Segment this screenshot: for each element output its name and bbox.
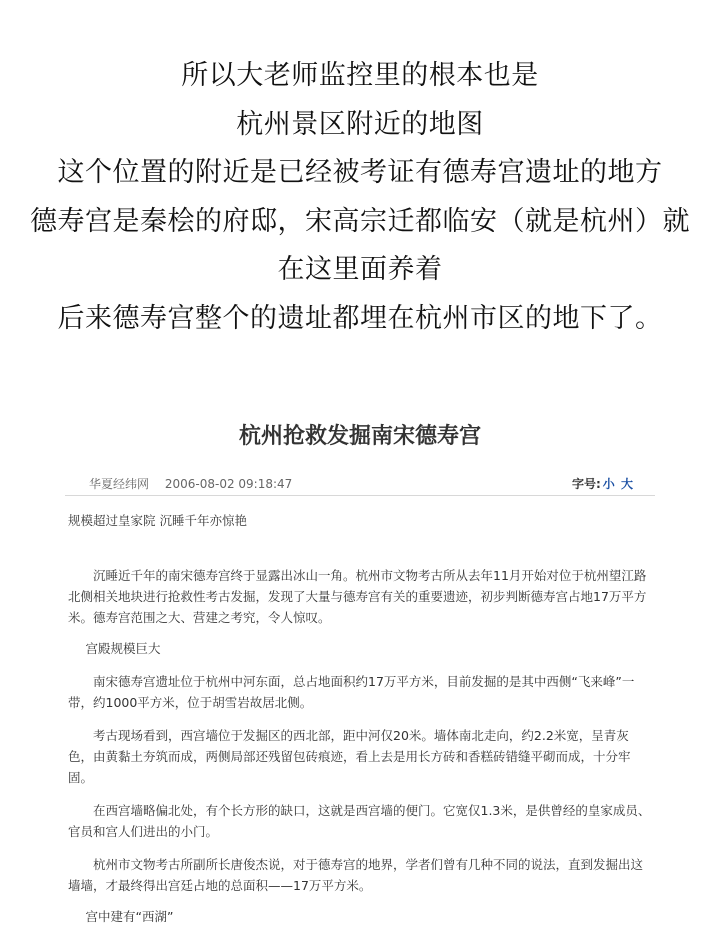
caption-line: 所以大老师监控里的根本也是 — [181, 60, 539, 91]
caption-line: 这个位置的附近是已经被考证有德寿宫遗址的地方 — [57, 157, 663, 188]
article-paragraph: 在西宫墙略偏北处，有个长方形的缺口，这就是西宫墙的便门。它宽仅1.3米，是供曾经的皇家成员、官员和宫人们进出的小门。 — [68, 803, 651, 839]
article-headline: 杭州抢救发掘南宋德寿宫 — [238, 423, 481, 449]
font-size-control — [572, 475, 633, 492]
article-paragraph: 南宋德寿宫遗址位于杭州中河东面，总占地面积约17万平方米，目前发掘的是其中西侧“飞来峰”一带，约1000平方米，位于胡雪岩故居北侧。 — [68, 674, 635, 710]
caption-line: 后来德寿宫整个的遗址都埋在杭州市区的地下了。 — [57, 302, 663, 334]
font-large-link[interactable]: 大 — [620, 477, 633, 491]
article-meta — [65, 467, 655, 496]
article-subheading: 宫中建有“西湖” — [85, 909, 174, 924]
caption-line: 杭州景区附近的地图 — [236, 108, 484, 140]
article-datetime: 2006-08-02 09:18:47 — [164, 477, 293, 491]
font-small-link[interactable]: 小 — [602, 477, 615, 491]
caption-block — [0, 52, 720, 343]
article-paragraph: 杭州市文物考古所副所长唐俊杰说，对于德寿宫的地界，学者们曾有几种不同的说法，直到发掘出这墙墙，才最终得出宫廷占地的总面积——17万平方米。 — [68, 857, 644, 893]
article-body — [0, 510, 720, 927]
caption-line: 德寿宫是秦桧的府邸，宋高宗迁都临安（就是杭州）就 — [30, 205, 690, 237]
article-paragraph: 考古现场看到，西宫墙位于发掘区的西北部，距中河仅20米。墙体南北走向，约2.2米宽，呈青灰色，由黄黏土夯筑而成，两侧局部还残留包砖痕迹，看上去是用长方砖和香糕砖错缝平砌而成，十分牢固。 — [68, 728, 631, 785]
article-source: 华夏经纬网 — [89, 477, 150, 491]
caption-line: 在这里面养着 — [277, 254, 443, 285]
meta-left — [89, 475, 304, 492]
font-size-label: 字号: — [571, 477, 601, 491]
article-subheading: 宫殿规模巨大 — [85, 641, 161, 656]
article-paragraph: 沉睡近千年的南宋德寿宫终于显露出冰山一角。杭州市文物考古所从去年11月开始对位于杭州望江路北侧相关地块进行抢救性考古发掘，发现了大量与德寿宫有关的重要遗迹，初步判断德寿宫占地17万平方米。德寿宫范围之大、营建之考究，令人惊叹。 — [68, 568, 647, 625]
news-article — [0, 415, 720, 927]
article-lead: 规模超过皇家院 沉睡千年亦惊艳 — [68, 513, 247, 528]
